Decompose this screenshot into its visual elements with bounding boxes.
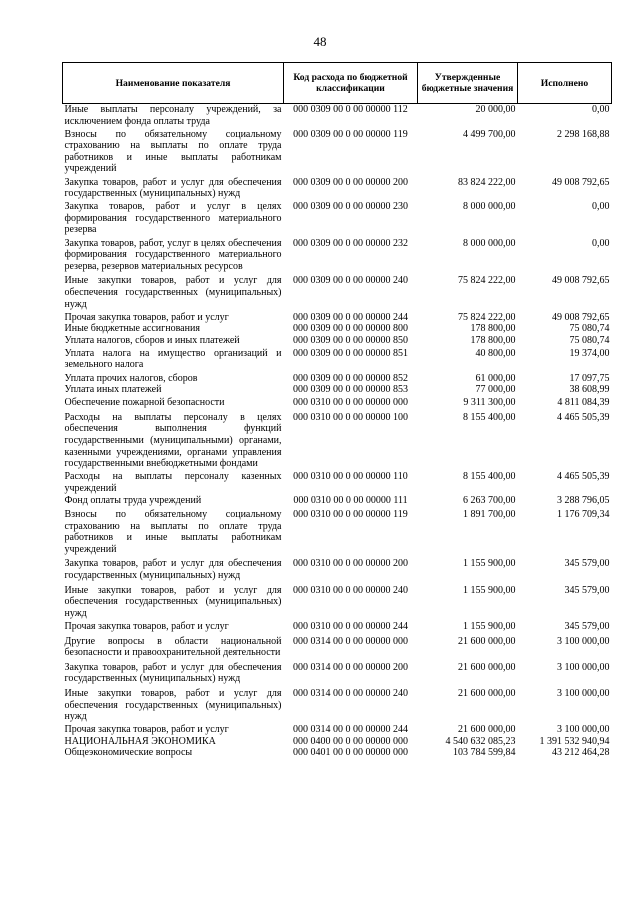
row-name-cell: Прочая закупка товаров, работ и услуг — [64, 311, 229, 323]
row-approved-cell: 1 155 900,00 — [463, 584, 516, 596]
row-approved-cell: 8 155 400,00 — [463, 471, 516, 483]
row-approved-cell: 21 600 000,00 — [458, 724, 516, 736]
table-row — [63, 633, 612, 659]
row-executed-cell: 1 391 532 940,94 — [539, 735, 610, 747]
row-code-cell: 000 0314 00 0 00 00000 000 — [293, 635, 408, 647]
row-name-cell: Закупка товаров, работ, услуг в целях обеспечения формирования государственного материального резерва, резервов материальных ресурсов — [64, 237, 282, 272]
row-approved-cell: 40 800,00 — [475, 347, 516, 359]
row-approved-cell: 77 000,00 — [475, 384, 516, 396]
row-name-cell: Закупка товаров, работ и услуг для обеспечения государственных (муниципальных) нужд — [64, 558, 282, 582]
table-header-row — [63, 63, 612, 104]
row-executed-cell: 43 212 464,28 — [552, 747, 610, 759]
row-executed-cell: 1 176 709,34 — [557, 509, 610, 521]
row-code-cell: 000 0314 00 0 00 00000 240 — [293, 687, 408, 699]
row-name-cell: Взносы по обязательному социальному страхованию на выплаты по оплате труда работников и иные выплаты работникам учреждений — [64, 509, 282, 555]
table-row — [63, 236, 612, 272]
row-code-cell: 000 0401 00 0 00 00000 000 — [293, 747, 408, 759]
row-approved-cell: 75 824 222,00 — [458, 311, 516, 323]
row-approved-cell: 1 155 900,00 — [463, 558, 516, 570]
table-row — [63, 127, 612, 175]
row-approved-cell: 103 784 599,84 — [453, 747, 516, 759]
row-code-cell: 000 0310 00 0 00 00000 111 — [293, 494, 408, 506]
row-name-cell: Уплата прочих налогов, сборов — [64, 372, 198, 384]
row-name-cell: Уплата налога на имущество организаций и земельного налога — [64, 347, 282, 371]
header-budget-code: Код расхода по бюджетной классификации — [284, 63, 418, 104]
row-code-cell: 000 0309 00 0 00 00000 853 — [293, 384, 408, 396]
row-name-cell: Расходы на выплаты персоналу в целях обеспечения выполнения функций государственными (муниципальными) органами, казенными учреждениями, органами управления государственными внебюджетными фондами — [64, 411, 282, 470]
row-name-cell: Расходы на выплаты персоналу казенных учреждений — [64, 471, 282, 494]
row-code-cell: 000 0309 00 0 00 00000 240 — [293, 275, 408, 287]
row-code-cell: 000 0309 00 0 00 00000 800 — [293, 323, 408, 335]
table-row — [63, 659, 612, 685]
row-approved-cell: 178 800,00 — [470, 334, 516, 346]
row-name-cell: Закупка товаров, работ и услуг для обеспечения государственных (муниципальных) нужд — [64, 661, 282, 685]
row-executed-cell: 3 100 000,00 — [557, 687, 610, 699]
row-executed-cell: 2 298 168,88 — [557, 128, 610, 140]
row-name-cell: Уплата налогов, сборов и иных платежей — [64, 334, 240, 346]
row-approved-cell: 4 499 700,00 — [463, 128, 516, 140]
row-name-cell: Взносы по обязательному социальному страхованию на выплаты по оплате труда работников и иные выплаты работникам учреждений — [64, 128, 282, 175]
table-row — [63, 272, 612, 310]
row-approved-cell: 21 600 000,00 — [458, 687, 516, 699]
table-body — [63, 104, 612, 759]
row-approved-cell: 61 000,00 — [475, 372, 516, 384]
row-name-cell: НАЦИОНАЛЬНАЯ ЭКОНОМИКА — [64, 735, 216, 747]
row-code-cell: 000 0309 00 0 00 00000 230 — [293, 201, 408, 213]
row-code-cell: 000 0309 00 0 00 00000 119 — [293, 128, 408, 140]
row-executed-cell: 4 465 505,39 — [557, 471, 610, 483]
budget-execution-table — [62, 62, 612, 759]
row-code-cell: 000 0310 00 0 00 00000 110 — [293, 471, 408, 483]
table-row — [63, 323, 612, 335]
row-code-cell: 000 0310 00 0 00 00000 240 — [293, 584, 408, 596]
table-row — [63, 736, 612, 748]
row-name-cell: Закупка товаров, работ и услуг в целях формирования государственного материального резерва — [64, 201, 282, 236]
row-executed-cell: 0,00 — [592, 104, 610, 115]
row-executed-cell: 0,00 — [592, 237, 610, 249]
row-code-cell: 000 0309 00 0 00 00000 852 — [293, 372, 408, 384]
table-row — [63, 685, 612, 723]
row-code-cell: 000 0309 00 0 00 00000 200 — [293, 176, 408, 188]
row-approved-cell: 21 600 000,00 — [458, 661, 516, 673]
row-name-cell: Другие вопросы в области национальной безопасности и правоохранительной деятельности — [64, 635, 282, 659]
row-executed-cell: 3 100 000,00 — [557, 661, 610, 673]
row-name-cell: Иные бюджетные ассигнования — [64, 323, 200, 335]
table-row — [63, 506, 612, 555]
row-name-cell: Прочая закупка товаров, работ и услуг — [64, 620, 229, 632]
table-row — [63, 747, 612, 759]
row-approved-cell: 8 000 000,00 — [463, 237, 516, 249]
row-executed-cell: 19 374,00 — [569, 347, 610, 359]
row-name-cell: Общеэкономические вопросы — [64, 747, 193, 759]
row-code-cell: 000 0400 00 0 00 00000 000 — [293, 735, 408, 747]
row-approved-cell: 8 000 000,00 — [463, 201, 516, 213]
row-name-cell: Иные выплаты персоналу учреждений, за исключением фонда оплаты труда — [64, 104, 282, 127]
row-approved-cell: 20 000,00 — [475, 104, 516, 115]
row-name-cell: Иные закупки товаров, работ и услуг для обеспечения государственных (муниципальных) нужд — [64, 275, 282, 310]
table-row — [63, 104, 612, 128]
table-row — [63, 555, 612, 581]
page-number: 48 — [313, 34, 327, 49]
table-row — [63, 200, 612, 236]
row-name-cell: Закупка товаров, работ и услуг для обеспечения государственных (муниципальных) нужд — [64, 176, 282, 200]
row-executed-cell: 345 579,00 — [564, 620, 610, 632]
row-executed-cell: 345 579,00 — [564, 584, 610, 596]
row-executed-cell: 17 097,75 — [569, 372, 610, 384]
header-indicator-name: Наименование показателя — [63, 63, 284, 104]
row-code-cell: 000 0309 00 0 00 00000 850 — [293, 334, 408, 346]
row-name-cell: Иные закупки товаров, работ и услуг для обеспечения государственных (муниципальных) нужд — [64, 584, 282, 619]
row-executed-cell: 3 100 000,00 — [557, 724, 610, 736]
row-approved-cell: 9 311 300,00 — [463, 397, 516, 409]
row-code-cell: 000 0309 00 0 00 00000 244 — [293, 311, 408, 323]
row-approved-cell: 1 155 900,00 — [463, 620, 516, 632]
row-approved-cell: 8 155 400,00 — [463, 411, 516, 423]
row-approved-cell: 178 800,00 — [470, 323, 516, 335]
table-row — [63, 335, 612, 347]
row-approved-cell: 4 540 632 085,23 — [445, 735, 516, 747]
header-executed: Исполнено — [518, 63, 612, 104]
table-row — [63, 310, 612, 323]
table-row — [63, 346, 612, 371]
row-approved-cell: 21 600 000,00 — [458, 635, 516, 647]
row-executed-cell: 49 008 792,65 — [552, 311, 610, 323]
header-approved-values: Утвержденные бюджетные значения — [418, 63, 518, 104]
row-name-cell: Прочая закупка товаров, работ и услуг — [64, 724, 229, 736]
table-row — [63, 409, 612, 470]
row-code-cell: 000 0310 00 0 00 00000 000 — [293, 397, 408, 409]
table-row — [63, 619, 612, 632]
row-executed-cell: 3 288 796,05 — [557, 494, 610, 506]
row-name-cell: Уплата иных платежей — [64, 384, 162, 396]
row-executed-cell: 4 465 505,39 — [557, 411, 610, 423]
row-code-cell: 000 0309 00 0 00 00000 232 — [293, 237, 408, 249]
row-code-cell: 000 0309 00 0 00 00000 112 — [293, 104, 408, 115]
row-executed-cell: 75 080,74 — [569, 334, 610, 346]
row-approved-cell: 75 824 222,00 — [458, 275, 516, 287]
table-row — [63, 582, 612, 620]
row-code-cell: 000 0310 00 0 00 00000 244 — [293, 620, 408, 632]
row-approved-cell: 6 263 700,00 — [463, 494, 516, 506]
row-code-cell: 000 0310 00 0 00 00000 100 — [293, 411, 408, 423]
row-executed-cell: 0,00 — [592, 201, 610, 213]
row-approved-cell: 1 891 700,00 — [463, 509, 516, 521]
row-name-cell: Обеспечение пожарной безопасности — [64, 397, 225, 409]
row-code-cell: 000 0310 00 0 00 00000 119 — [293, 509, 408, 521]
table-row — [63, 495, 612, 507]
table-row — [63, 723, 612, 736]
row-executed-cell: 38 608,99 — [569, 384, 610, 396]
table-row — [63, 175, 612, 200]
table-row — [63, 396, 612, 409]
row-code-cell: 000 0309 00 0 00 00000 851 — [293, 347, 408, 359]
row-executed-cell: 3 100 000,00 — [557, 635, 610, 647]
table-row — [63, 371, 612, 384]
row-code-cell: 000 0314 00 0 00 00000 200 — [293, 661, 408, 673]
row-code-cell: 000 0314 00 0 00 00000 244 — [293, 724, 408, 736]
row-executed-cell: 49 008 792,65 — [552, 176, 610, 188]
row-executed-cell: 4 811 084,39 — [557, 397, 610, 409]
row-approved-cell: 83 824 222,00 — [458, 176, 516, 188]
table-row — [63, 384, 612, 396]
row-code-cell: 000 0310 00 0 00 00000 200 — [293, 558, 408, 570]
row-executed-cell: 49 008 792,65 — [552, 275, 610, 287]
row-name-cell: Фонд оплаты труда учреждений — [64, 494, 202, 506]
row-name-cell: Иные закупки товаров, работ и услуг для обеспечения государственных (муниципальных) нужд — [64, 687, 282, 723]
row-executed-cell: 75 080,74 — [569, 323, 610, 335]
row-executed-cell: 345 579,00 — [564, 558, 610, 570]
table-row — [63, 470, 612, 495]
